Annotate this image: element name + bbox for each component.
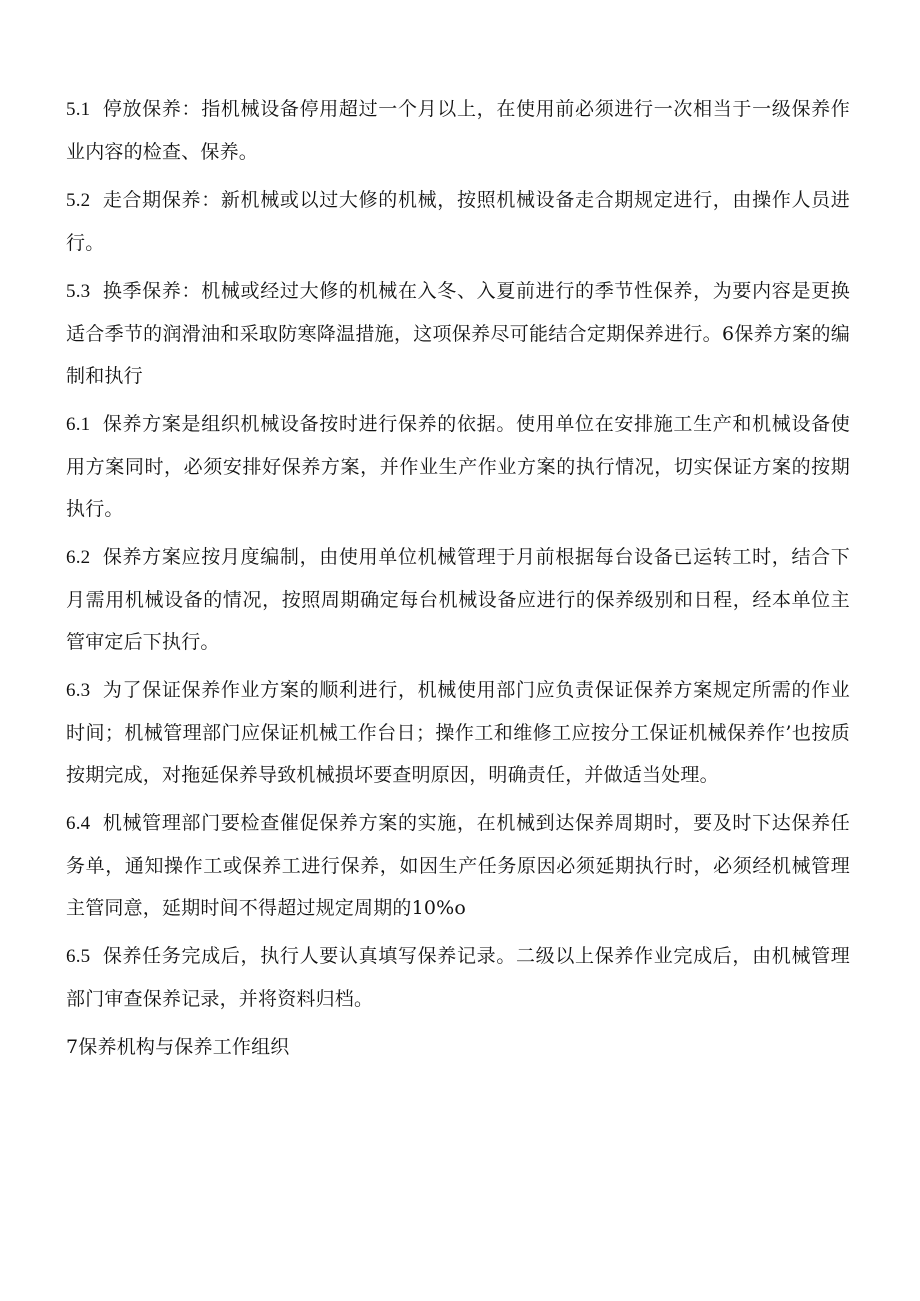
paragraph-5-1: [66, 88, 850, 173]
section-heading-7: 7保养机构与保养工作组织: [66, 1036, 290, 1058]
paragraph-6-2: [66, 536, 850, 663]
paragraph-text: 保养方案是组织机械设备按时进行保养的依据。使用单位在安排施工生产和机械设备使用方案同时，必须安排好保养方案，并作业生产作业方案的执行情况，切实保证方案的按期执行。: [66, 413, 850, 520]
paragraph-number: 6.1: [66, 414, 91, 435]
paragraph-6-3: [66, 669, 850, 796]
paragraph-text: 保养任务完成后，执行人要认真填写保养记录。二级以上保养作业完成后，由机械管理部门审查保养记录，并将资料归档。: [66, 945, 850, 1010]
paragraph-text: 为了保证保养作业方案的顺利进行，机械使用部门应负责保证保养方案规定所需的作业时间；机械管理部门应保证机械工作台日；操作工和维修工应按分工保证机械保养作’也按质按期完成，对拖延保养导致机械损坏要查明原因，明确责任，并做适当处理。: [66, 679, 850, 786]
paragraph-6-4: [66, 802, 850, 929]
paragraph-5-3: [66, 270, 850, 397]
paragraph-text: 保养方案应按月度编制，由使用单位机械管理于月前根据每台设备已运转工时，结合下月需用机械设备的情况，按照周期确定每台机械设备应进行的保养级别和日程，经本单位主管审定后下执行。: [66, 546, 850, 653]
paragraph-number: 6.5: [66, 946, 91, 967]
paragraph-number: 5.2: [66, 190, 91, 211]
document-page: [66, 88, 850, 1074]
paragraph-6-5: [66, 935, 850, 1020]
paragraph-number: 6.2: [66, 547, 91, 568]
paragraph-text: 换季保养：机械或经过大修的机械在入冬、入夏前进行的季节性保养，为要内容是更换适合季节的润滑油和采取防寒降温措施，这项保养尽可能结合定期保养进行。6保养方案的编制和执行: [66, 280, 850, 387]
paragraph-6-1: [66, 403, 850, 530]
paragraph-5-2: [66, 179, 850, 264]
paragraph-number: 5.1: [66, 99, 91, 120]
paragraph-text: 机械管理部门要检查催促保养方案的实施，在机械到达保养周期时，要及时下达保养任务单，通知操作工或保养工进行保养，如因生产任务原因必须延期执行时，必须经机械管理主管同意，延期时间不得超过规定周期的10%o: [66, 812, 850, 919]
paragraph-number: 6.3: [66, 680, 91, 701]
paragraph-text: 停放保养：指机械设备停用超过一个月以上，在使用前必须进行一次相当于一级保养作业内容的检查、保养。: [66, 98, 850, 163]
paragraph-text: 走合期保养：新机械或以过大修的机械，按照机械设备走合期规定进行，由操作人员进行。: [66, 189, 850, 254]
paragraph-number: 5.3: [66, 281, 91, 302]
paragraph-number: 6.4: [66, 813, 91, 834]
